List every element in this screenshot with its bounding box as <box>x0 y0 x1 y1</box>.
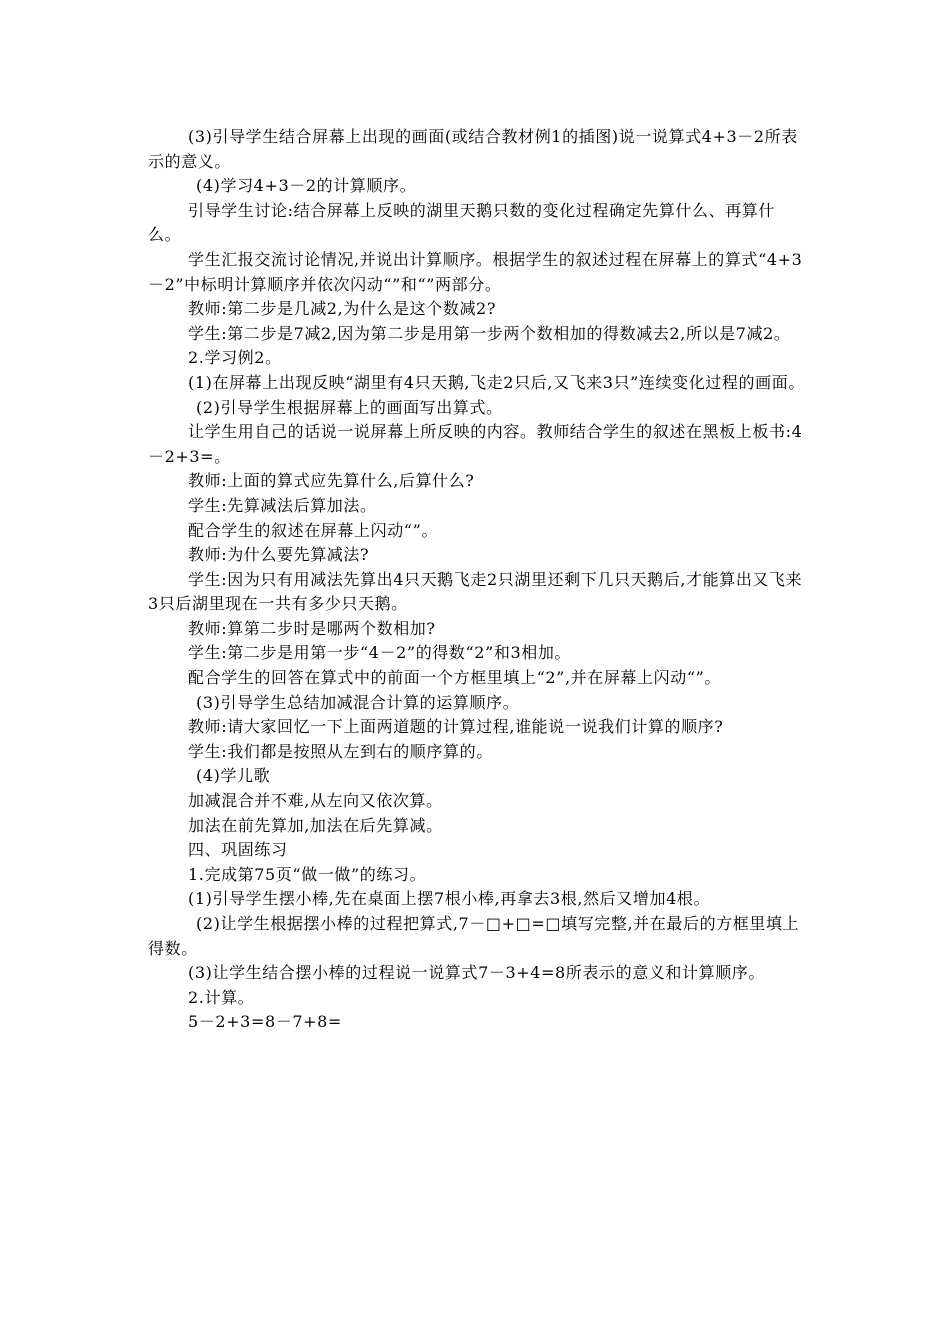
paragraph: 配合学生的叙述在屏幕上闪动“”。 <box>188 520 438 540</box>
paragraph: 学生:因为只有用减法先算出4只天鹅飞走2只湖里还剩下几只天鹅后,才能算出又飞来3只后湖里现在一共有多少只天鹅。 <box>148 569 803 614</box>
paragraph: 配合学生的回答在算式中的前面一个方框里填上“2”,并在屏幕上闪动“”。 <box>188 668 721 688</box>
paragraph: (3)引导学生结合屏幕上出现的画面(或结合教材例1的插图)说一说算式4+3－2所表示的意义。 <box>148 127 798 171</box>
paragraph: 学生汇报交流讨论情况,并说出计算顺序。根据学生的叙述过程在屏幕上的算式“4+3－2”中标明计算顺序并依次闪动“”和“”两部分。 <box>148 249 803 294</box>
paragraph: 2.计算。 <box>188 987 255 1007</box>
paragraph: 让学生用自己的话说一说屏幕上所反映的内容。教师结合学生的叙述在黑板上板书:4－2+3=。 <box>148 422 803 466</box>
paragraph: 四、巩固练习 <box>188 840 288 860</box>
paragraph: 2.学习例2。 <box>188 348 282 368</box>
paragraph: 加减混合并不难,从左向又依次算。 <box>188 791 443 811</box>
paragraph: (4)学习4+3－2的计算顺序。 <box>196 176 417 196</box>
paragraph: 学生:先算减法后算加法。 <box>188 495 377 515</box>
document-body <box>148 125 808 1035</box>
paragraph: 1.完成第75页“做一做”的练习。 <box>188 864 427 884</box>
paragraph: 教师:请大家回忆一下上面两道题的计算过程,谁能说一说我们计算的顺序? <box>188 717 724 737</box>
paragraph: 学生:第二步是用第一步“4－2”的得数“2”和3相加。 <box>188 643 572 663</box>
paragraph: (3)引导学生总结加减混合计算的运算顺序。 <box>196 692 520 712</box>
paragraph: 引导学生讨论:结合屏幕上反映的湖里天鹅只数的变化过程确定先算什么、再算什么。 <box>148 200 775 245</box>
paragraph: (1)在屏幕上出现反映“湖里有4只天鹅,飞走2只后,又飞来3只”连续变化过程的画面。 <box>188 372 805 392</box>
paragraph: 教师:第二步是几减2,为什么是这个数减2? <box>188 299 497 319</box>
paragraph: (2)引导学生根据屏幕上的画面写出算式。 <box>196 397 503 417</box>
paragraph: (2)让学生根据摆小棒的过程把算式,7－□+□=□填写完整,并在最后的方框里填上得数。 <box>148 914 800 958</box>
paragraph: 学生:我们都是按照从左到右的顺序算的。 <box>188 741 493 761</box>
paragraph: (3)让学生结合摆小棒的过程说一说算式7－3+4=8所表示的意义和计算顺序。 <box>188 963 765 983</box>
paragraph: 学生:第二步是7减2,因为第二步是用第一步两个数相加的得数减去2,所以是7减2。 <box>188 323 791 343</box>
paragraph: 教师:上面的算式应先算什么,后算什么? <box>188 471 475 491</box>
paragraph: 教师:算第二步时是哪两个数相加? <box>188 618 436 638</box>
paragraph: (1)引导学生摆小棒,先在桌面上摆7根小棒,再拿去3根,然后又增加4根。 <box>188 889 711 909</box>
paragraph: 5－2+3=8－7+8= <box>188 1012 342 1032</box>
paragraph: 教师:为什么要先算减法? <box>188 545 370 565</box>
paragraph: 加法在前先算加,加法在后先算减。 <box>188 815 443 835</box>
paragraph: (4)学儿歌 <box>196 766 271 786</box>
